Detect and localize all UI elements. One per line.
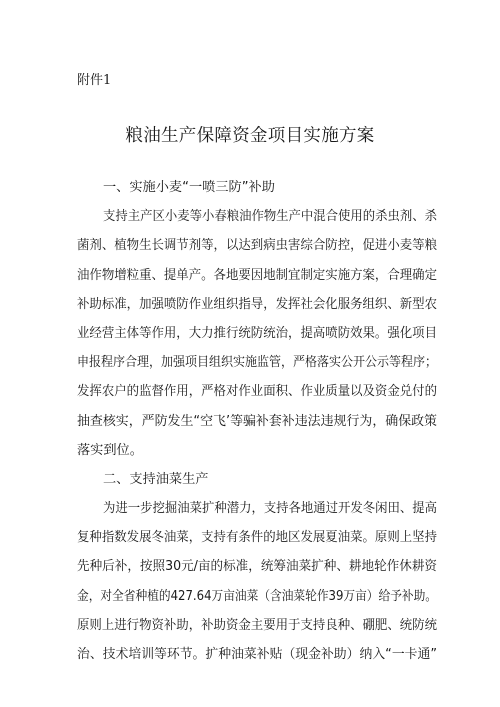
body-text-line: 落实到位。 [77,442,143,458]
body-text-line: 申报程序合理，加强项目组织实施监管，严格落实公开公示等程序； [77,355,437,371]
body-text-line: 业经营主体等作用，大力推行统防统治，提高喷防效果。强化项目 [77,325,437,341]
body-text-line: 原则上进行物资补助，补助资金主要用于支持良种、硼肥、统防统 [77,617,437,633]
section-heading: 一、实施小麦“一喷三防”补助 [103,180,275,195]
body-text-line: 抽查核实，严防发生“空飞’等骗补套补违法违规行为，确保政策 [77,413,437,429]
attachment-label: 附件1 [77,73,112,88]
body-text-line: 油作物增粒重、提单产。各地要因地制宜制定实施方案，合理确定 [77,267,437,283]
document-title: 粮油生产保障资金项目实施方案 [125,126,375,146]
body-text-line: 发挥农户的监督作用，严格对作业面积、作业质量以及资金兑付的 [77,384,437,400]
body-text-line: 金，对全省种植的427.64万亩油菜（含油菜轮作39万亩）给予补助。 [77,588,437,604]
body-text-line: 复种指数发展冬油菜，支持有条件的地区发展夏油菜。原则上坚持 [77,530,437,546]
section-heading: 二、支持油菜生产 [103,471,209,487]
document-body [77,173,437,669]
body-text-line: 先种后补，按照30元/亩的标准，统筹油菜扩种、耕地轮作休耕资 [77,559,437,575]
body-text-line: 补助标准，加强喷防作业组织指导，发挥社会化服务组织、新型农 [77,296,437,312]
body-text-line: 治、技术培训等环节。扩种油菜补贴（现金补助）纳入“一卡通” [77,647,437,662]
body-text-line: 为进一步挖掘油菜扩种潜力，支持各地通过开发冬闲田、提高 [103,501,437,517]
body-text-line: 支持主产区小麦等小春粮油作物生产中混合使用的杀虫剂、杀 [103,209,437,225]
body-text-line: 菌剂、植物生长调节剂等，以达到病虫害综合防控，促进小麦等粮 [77,238,437,254]
